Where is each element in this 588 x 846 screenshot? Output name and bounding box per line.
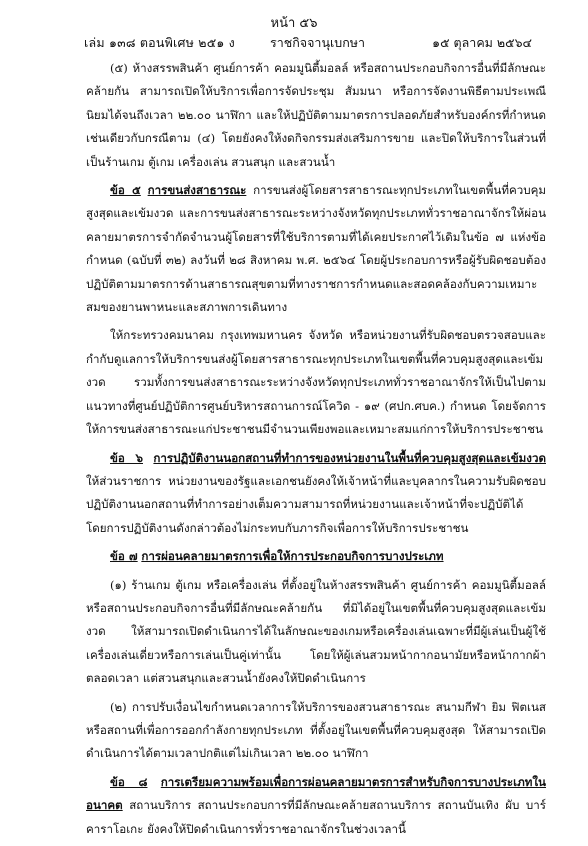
section-8 (86, 771, 546, 841)
paragraph-text: (๕) ห้างสรรพสินค้า ศูนย์การค้า คอมมูนิตี้มอลล์ หรือสถานประกอบกิจการอื่นที่มีลักษณะคล้ายกัน สามารถเปิดให้บริการเพื่อการจัดประชุม สัมมนา หรือการจัดงานพิธีตามประเพณีนิยมได้จนถึงเวลา ๒๒.๐๐ นาฬิกา และให้ปฏิบัติตามมาตรการปลอดภัยสำหรับองค์กรที่กำหนดเช่นเดียวกับกรณีตาม (๔) โดยยังคงให้งดกิจกรรมส่งเสริมการขาย และปิดให้บริการในส่วนที่เป็นร้านเกม ตู้เกม เครื่องเล่น สวนสนุก และสวนน้ำ (86, 61, 546, 169)
section-7 (86, 545, 546, 568)
section-text: สถานบริการ สถานประกอบการที่มีลักษณะคล้ายสถานบริการ สถานบันเทิง ผับ บาร์ คาราโอเกะ ยังคงให้ปิดดำเนินการทั่วราชอาณาจักรในช่วงเวลานี้ (86, 798, 547, 836)
paragraph-item-5 (86, 57, 546, 174)
section-7-item-2 (86, 696, 546, 766)
volume-issue: เล่ม ๑๓๘ ตอนพิเศษ ๒๕๑ ง (84, 35, 235, 50)
paragraph-text: ให้กระทรวงคมนาคม กรุงเทพมหานคร จังหวัด หรือหน่วยงานที่รับผิดชอบตรวจสอบและกำกับดูแลการให้บริการขนส่งผู้โดยสารสาธารณะทุกประเภทในเขตพื้นที่ควบคุมสูงสุดและเข้มงวด รวมทั้งการขนส่งสาธารณะระหว่างจังหวัดทุกประเภททั่วราชอาณาจักรให้เป็นไปตามแนวทางที่ศูนย์ปฏิบัติการศูนย์บริหารสถานการณ์โควิด - ๑๙ (ศปก.ศบค.) กำหนด โดยจัดการให้การขนส่งสาธารณะแก่ประชาชนมีจำนวนเพียงพอและเหมาะสมแก่การให้บริการประชาชน (86, 328, 546, 437)
section-text: การขนส่งผู้โดยสารสาธารณะทุกประเภทในเขตพื้นที่ควบคุมสูงสุดและเข้มงวด และการขนส่งสาธารณะระหว่างจังหวัดทุกประเภททั่วราชอาณาจักรให้ผ่อนคลายมาตรการจำกัดจำนวนผู้โดยสารที่ใช้บริการตามที่ได้เคยประกาศไว้เดิมในข้อ ๗ แห่งข้อกำหนด (ฉบับที่ ๓๒) ลงวันที่ ๒๘ สิงหาคม พ.ศ. ๒๕๖๔ โดยผู้ประกอบการหรือผู้รับผิดชอบต้องปฏิบัติตามมาตรการด้านสาธารณสุขตามที่ทางราชการกำหนดและสอดคล้องกับความเหมาะสมของยานพาหนะและสภาพการเดินทาง (86, 183, 546, 315)
publication-date: ๑๕ ตุลาคม ๒๕๖๔ (432, 35, 532, 50)
section-lead: ข้อ ๖ (110, 450, 143, 465)
section-lead: ข้อ ๕ (110, 183, 141, 198)
section-5 (86, 179, 546, 319)
section-6 (86, 447, 546, 541)
paragraph-transport-oversight (86, 324, 546, 441)
section-lead: ข้อ ๗ (110, 549, 138, 564)
section-text: ให้ส่วนราชการ หน่วยงานของรัฐและเอกชนยังคงให้เจ้าหน้าที่และบุคลากรในความรับผิดชอบปฏิบัติงานนอกสถานที่ทำการอย่างเต็มความสามารถที่หน่วยงานและเจ้าหน้าที่จะปฏิบัติได้ โดยการปฏิบัติงานดังกล่าวต้องไม่กระทบกับภารกิจเพื่อการให้บริการประชาชน (86, 473, 546, 535)
paragraph-text: (๑) ร้านเกม ตู้เกม หรือเครื่องเล่น ที่ตั้งอยู่ในห้างสรรพสินค้า ศูนย์การค้า คอมมูนิตี้มอลล์ หรือสถานประกอบกิจการอื่นที่มีลักษณะคล้ายกัน ที่มิได้อยู่ในเขตพื้นที่ควบคุมสูงสุดและเข้มงวด ให้สามารถเปิดดำเนินการได้ในลักษณะของเกมหรือเครื่องเล่นเฉพาะที่มีผู้เล่นเป็นผู้ใช้เครื่องเล่นเดี่ยวหรือการเล่นเป็นคู่เท่านั้น โดยให้ผู้เล่นสวมหน้ากากอนามัยหรือหน้ากากผ้าตลอดเวลา แต่สวนสนุกและสวนน้ำยังคงให้ปิดดำเนินการ (86, 577, 546, 686)
page-number: หน้า ๕๖ (270, 16, 318, 31)
section-7-item-1 (86, 574, 546, 691)
paragraph-text: (๒) การปรับเงื่อนไขกำหนดเวลาการให้บริการของสวนสาธารณะ สนามกีฬา ยิม ฟิตเนส หรือสถานที่เพื่อการออกกำลังกายทุกประเภท ที่ตั้งอยู่ในเขตพื้นที่ควบคุมสูงสุด ให้สามารถเปิดดำเนินการได้ตามเวลาปกติแต่ไม่เกินเวลา ๒๒.๐๐ นาฬิกา (86, 699, 546, 761)
section-lead: ข้อ ๘ (110, 774, 148, 789)
document-body (86, 57, 546, 846)
section-heading: การขนส่งสาธารณะ (147, 183, 247, 198)
section-heading: การเตรียมความพร้อมเพื่อการผ่อนคลายมาตรการสำหรับกิจการบางประเภทในอนาคต (86, 774, 546, 813)
section-heading: การผ่อนคลายมาตรการเพื่อให้การประกอบกิจการบางประเภท (141, 549, 444, 564)
section-heading: การปฏิบัติงานนอกสถานที่ทำการของหน่วยงานในพื้นที่ควบคุมสูงสุดและเข้มงวด (153, 450, 546, 465)
gazette-title: ราชกิจจานุเบกษา (270, 35, 366, 50)
